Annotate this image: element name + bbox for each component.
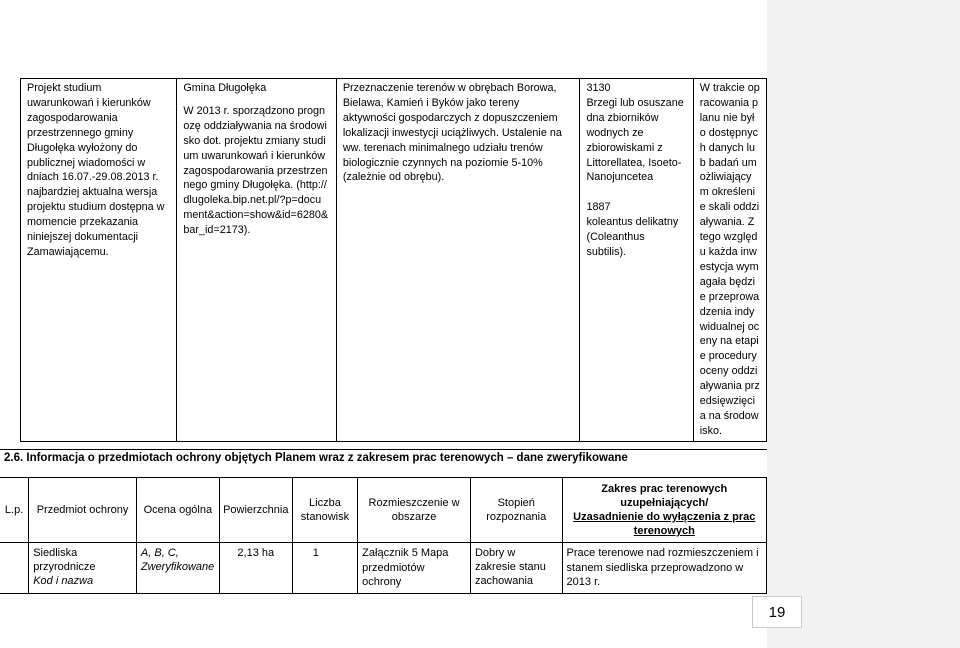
table-row xyxy=(21,79,767,442)
header-lp: L.p. xyxy=(0,478,29,543)
habitat-code: 3130 xyxy=(586,82,611,94)
impact-note: W trakcie opracowania planu nie było dostępnych danych lub badań umożliwiający m określenie skali oddziaływania. Z tego względu każda inwestycja wymagała będzie przeprowadzenia indywidualnej oceny na etapie procedury oceny oddziaływania przedsięwzięcia na środowisko. xyxy=(699,82,760,437)
cell-count: 1 xyxy=(292,543,357,594)
table-cell xyxy=(177,79,336,442)
page-number: 19 xyxy=(752,596,802,628)
header-row xyxy=(0,478,767,543)
page-margin-panel xyxy=(767,0,960,648)
header-rating: Ocena ogólna xyxy=(136,478,219,543)
table-cell xyxy=(21,79,177,442)
cell-scope: Prace terenowe nad rozmieszczeniem i stanem siedliska przeprowadzono w 2013 r. xyxy=(562,543,766,594)
cell-rating: A, B, C, Zweryfikowane xyxy=(136,543,219,594)
strategy-table xyxy=(20,78,767,442)
table-cell xyxy=(336,79,580,442)
table-cell xyxy=(693,79,766,442)
header-count: Liczba stanowisk xyxy=(292,478,357,543)
municipality-name: Gmina Długołęka xyxy=(183,82,267,94)
species-code: 1887 xyxy=(586,201,611,214)
section-heading: 2.6. Informacja o przedmiotach ochrony objętych Planem wraz z zakresem prac terenowych – dane zweryfikowane xyxy=(0,449,767,464)
header-distribution: Rozmieszczenie w obszarze xyxy=(358,478,471,543)
protection-subjects-table xyxy=(0,477,767,594)
cell-distribution: Załącznik 5 Mapa przedmiotów ochrony xyxy=(358,543,471,594)
table-cell xyxy=(580,79,693,442)
land-use-description: Przeznaczenie terenów w obrębach Borowa, Bielawa, Kamień i Byków jako tereny aktywności gospodarczych z dopuszczeniem lokalizacji inwestycji uciążliwych. Ustalenie na ww. terenach minimalnego udziału trenów biologicznie czynnych na poziomie 5-10% (zależnie od obrębu). xyxy=(342,82,562,184)
cell-lp xyxy=(0,543,29,594)
habitat-description: Brzegi lub osuszane dna zbiorników wodnych ze zbiorowiskami z Littorellatea, Isoeto-Nanojuncetea xyxy=(586,96,684,184)
document-description: Projekt studium uwarunkowań i kierunków zagospodarowania przestrzennego gminy Długołęka wyłożony do publicznej wiadomości w dniach 16.07.-29.08.2013 r. najbardziej aktualna wersja projektu studium dostępna w momencie przekazania niniejszej dokumentacji Zamawiającemu. xyxy=(27,82,165,258)
species-description: koleantus delikatny (Coleanthus subtilis). xyxy=(586,216,679,259)
cell-subject: Siedliska przyrodnicze Kod i nazwa xyxy=(29,543,137,594)
cell-area: 2,13 ha xyxy=(219,543,292,594)
forecast-description: W 2013 r. sporządzono prognozę oddziaływania na środowisko dot. projektu zmiany studium uwarunkowań i kierunków zagospodarowania przestrzennego gminy Długołęka. (http://dlugoleka.bip.net.pl/?p=document&action=show&id=6280&bar_id=2173). xyxy=(183,104,329,237)
cell-degree: Dobry w zakresie stanu zachowania xyxy=(470,543,562,594)
header-area: Powierzchnia xyxy=(219,478,292,543)
header-degree: Stopień rozpoznania xyxy=(470,478,562,543)
header-scope: Zakres prac terenowych uzupełniających/ Uzasadnienie do wyłączenia z prac terenowych xyxy=(562,478,766,543)
header-subject: Przedmiot ochrony xyxy=(29,478,137,543)
table-row xyxy=(0,543,767,594)
